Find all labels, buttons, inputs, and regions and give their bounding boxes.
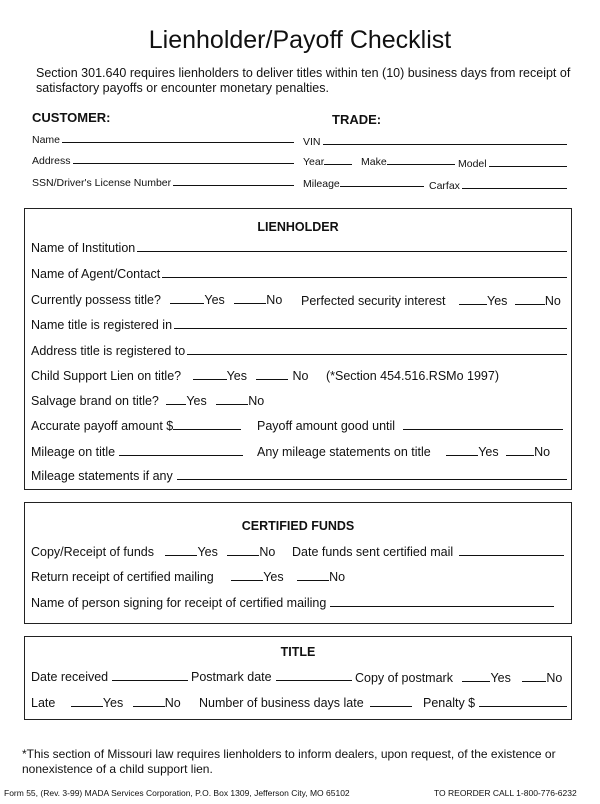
trade-make-field[interactable] [361, 154, 455, 168]
trade-carfax-label: Carfax [429, 180, 460, 192]
perfected-yes-blank[interactable] [459, 294, 487, 305]
payoff-good-label: Payoff amount good until [257, 419, 396, 433]
registered-to-label: Address title is registered to [31, 344, 186, 358]
perfected-label: Perfected security interest [301, 294, 446, 308]
child-support-label: Child Support Lien on title? [31, 369, 182, 383]
late-question [31, 696, 181, 710]
penalty-label: Penalty $ [423, 696, 476, 710]
mileage-statements-field[interactable] [31, 469, 567, 483]
copy-receipt-label: Copy/Receipt of funds [31, 545, 154, 559]
copy-postmark-question [355, 671, 562, 685]
trade-year-field[interactable] [303, 154, 352, 168]
institution-label: Name of Institution [31, 241, 136, 255]
lienholder-heading: LIENHOLDER [257, 220, 339, 234]
salvage-question [31, 394, 264, 408]
customer-name-field[interactable] [32, 132, 294, 146]
page-title: Lienholder/Payoff Checklist [148, 26, 452, 54]
child-support-yes-label: Yes [226, 369, 247, 383]
intro-text: Section 301.640 requires lienholders to deliver titles within ten (10) business days from receipt of satisfactory payoffs or encounter monetary penalties. [36, 66, 571, 95]
any-mileage-no-blank[interactable] [506, 445, 534, 456]
copy-postmark-no-label: No [546, 671, 563, 685]
date-received-field[interactable] [31, 670, 188, 684]
customer-address-label: Address [32, 155, 71, 167]
return-receipt-yes-label: Yes [263, 570, 284, 584]
salvage-label: Salvage brand on title? [31, 394, 159, 408]
child-support-no-label: No [292, 369, 309, 383]
penalty-field[interactable] [423, 696, 567, 710]
return-receipt-no-label: No [329, 570, 346, 584]
mileage-on-title-label: Mileage on title [31, 445, 116, 459]
agent-label: Name of Agent/Contact [31, 267, 161, 281]
agent-field[interactable] [31, 267, 567, 281]
child-support-question [31, 369, 499, 383]
return-receipt-question [31, 570, 345, 584]
postmark-date-label: Postmark date [191, 670, 272, 684]
customer-ssn-label: SSN/Driver's License Number [32, 177, 172, 189]
business-days-late-label: Number of business days late [199, 696, 364, 710]
institution-field[interactable] [31, 241, 567, 255]
child-support-yes-blank[interactable] [193, 369, 227, 380]
form-info: Form 55, (Rev. 3-99) MADA Services Corporation, P.O. Box 1309, Jefferson City, MO 65102 [4, 788, 350, 798]
salvage-yes-blank[interactable] [166, 394, 186, 405]
person-signing-field[interactable] [31, 596, 554, 610]
mileage-on-title-field[interactable] [31, 445, 243, 459]
customer-ssn-field[interactable] [32, 175, 294, 189]
mileage-statements-label: Mileage statements if any [31, 469, 173, 483]
trade-heading: TRADE: [332, 112, 382, 127]
registered-to-field[interactable] [31, 344, 567, 358]
possess-yes-blank[interactable] [170, 293, 204, 304]
any-mileage-yes-blank[interactable] [446, 445, 478, 456]
copy-postmark-yes-blank[interactable] [462, 671, 490, 682]
copy-receipt-yes-label: Yes [197, 545, 218, 559]
any-mileage-label: Any mileage statements on title [257, 445, 431, 459]
copy-receipt-yes-blank[interactable] [165, 545, 197, 556]
trade-make-label: Make [361, 156, 387, 168]
copy-receipt-no-blank[interactable] [227, 545, 259, 556]
business-days-late-field[interactable] [199, 696, 412, 710]
certified-funds-heading: CERTIFIED FUNDS [241, 519, 355, 533]
child-support-no-blank[interactable] [256, 369, 288, 380]
title-section-heading: TITLE [280, 645, 316, 659]
any-mileage-no-label: No [534, 445, 551, 459]
payoff-good-field[interactable] [257, 419, 563, 433]
copy-postmark-yes-label: Yes [490, 671, 511, 685]
certified-funds-section [24, 502, 572, 624]
late-yes-label: Yes [102, 696, 124, 710]
return-receipt-yes-blank[interactable] [231, 570, 263, 581]
salvage-yes-label: Yes [186, 394, 207, 408]
trade-mileage-field[interactable] [303, 176, 424, 190]
perfected-question [301, 294, 561, 308]
perfected-no-label: No [544, 294, 561, 308]
title-section [24, 636, 572, 720]
accurate-payoff-field[interactable] [31, 419, 241, 433]
late-label: Late [31, 696, 56, 710]
return-receipt-label: Return receipt of certified mailing [31, 570, 214, 584]
perfected-yes-label: Yes [487, 294, 508, 308]
reorder-info: TO REORDER CALL 1-800-776-6232 [434, 788, 577, 798]
trade-model-field[interactable] [458, 156, 567, 170]
trade-model-label: Model [458, 158, 487, 170]
copy-receipt-question [31, 545, 275, 559]
child-support-footnote: *This section of Missouri law requires lienholders to inform dealers, upon request, of the existence or nonexistence of a child support lien. [22, 747, 556, 776]
registered-in-label: Name title is registered in [31, 318, 173, 332]
lienholder-section [24, 208, 572, 490]
late-no-blank[interactable] [133, 696, 165, 707]
copy-postmark-no-blank[interactable] [522, 671, 546, 682]
trade-year-label: Year [303, 156, 325, 168]
customer-name-label: Name [32, 134, 61, 146]
return-receipt-no-blank[interactable] [297, 570, 329, 581]
any-mileage-question [257, 445, 550, 459]
possess-no-label: No [266, 293, 283, 307]
trade-mileage-label: Mileage [303, 178, 340, 190]
child-support-note: (*Section 454.516.RSMo 1997) [325, 369, 499, 383]
postmark-date-field[interactable] [191, 670, 352, 684]
possess-title-question [31, 293, 282, 307]
copy-receipt-no-label: No [259, 545, 276, 559]
perfected-no-blank[interactable] [515, 294, 545, 305]
salvage-no-blank[interactable] [216, 394, 248, 405]
date-sent-label: Date funds sent certified mail [292, 545, 454, 559]
late-no-label: No [164, 696, 181, 710]
copy-postmark-label: Copy of postmark [355, 671, 453, 685]
any-mileage-yes-label: Yes [478, 445, 499, 459]
customer-heading: CUSTOMER: [32, 110, 111, 125]
customer-address-field[interactable] [32, 153, 294, 167]
possess-title-label: Currently possess title? [31, 293, 161, 307]
trade-carfax-field[interactable] [429, 178, 567, 192]
trade-vin-label: VIN [303, 136, 321, 148]
date-received-label: Date received [31, 670, 109, 684]
late-yes-blank[interactable] [71, 696, 103, 707]
possess-yes-label: Yes [204, 293, 225, 307]
possess-no-blank[interactable] [234, 293, 266, 304]
salvage-no-label: No [248, 394, 265, 408]
accurate-payoff-label: Accurate payoff amount $ [31, 419, 174, 433]
date-sent-field[interactable] [292, 545, 564, 559]
trade-vin-field[interactable] [303, 134, 567, 148]
person-signing-label: Name of person signing for receipt of certified mailing [31, 596, 327, 610]
registered-in-field[interactable] [31, 318, 567, 332]
